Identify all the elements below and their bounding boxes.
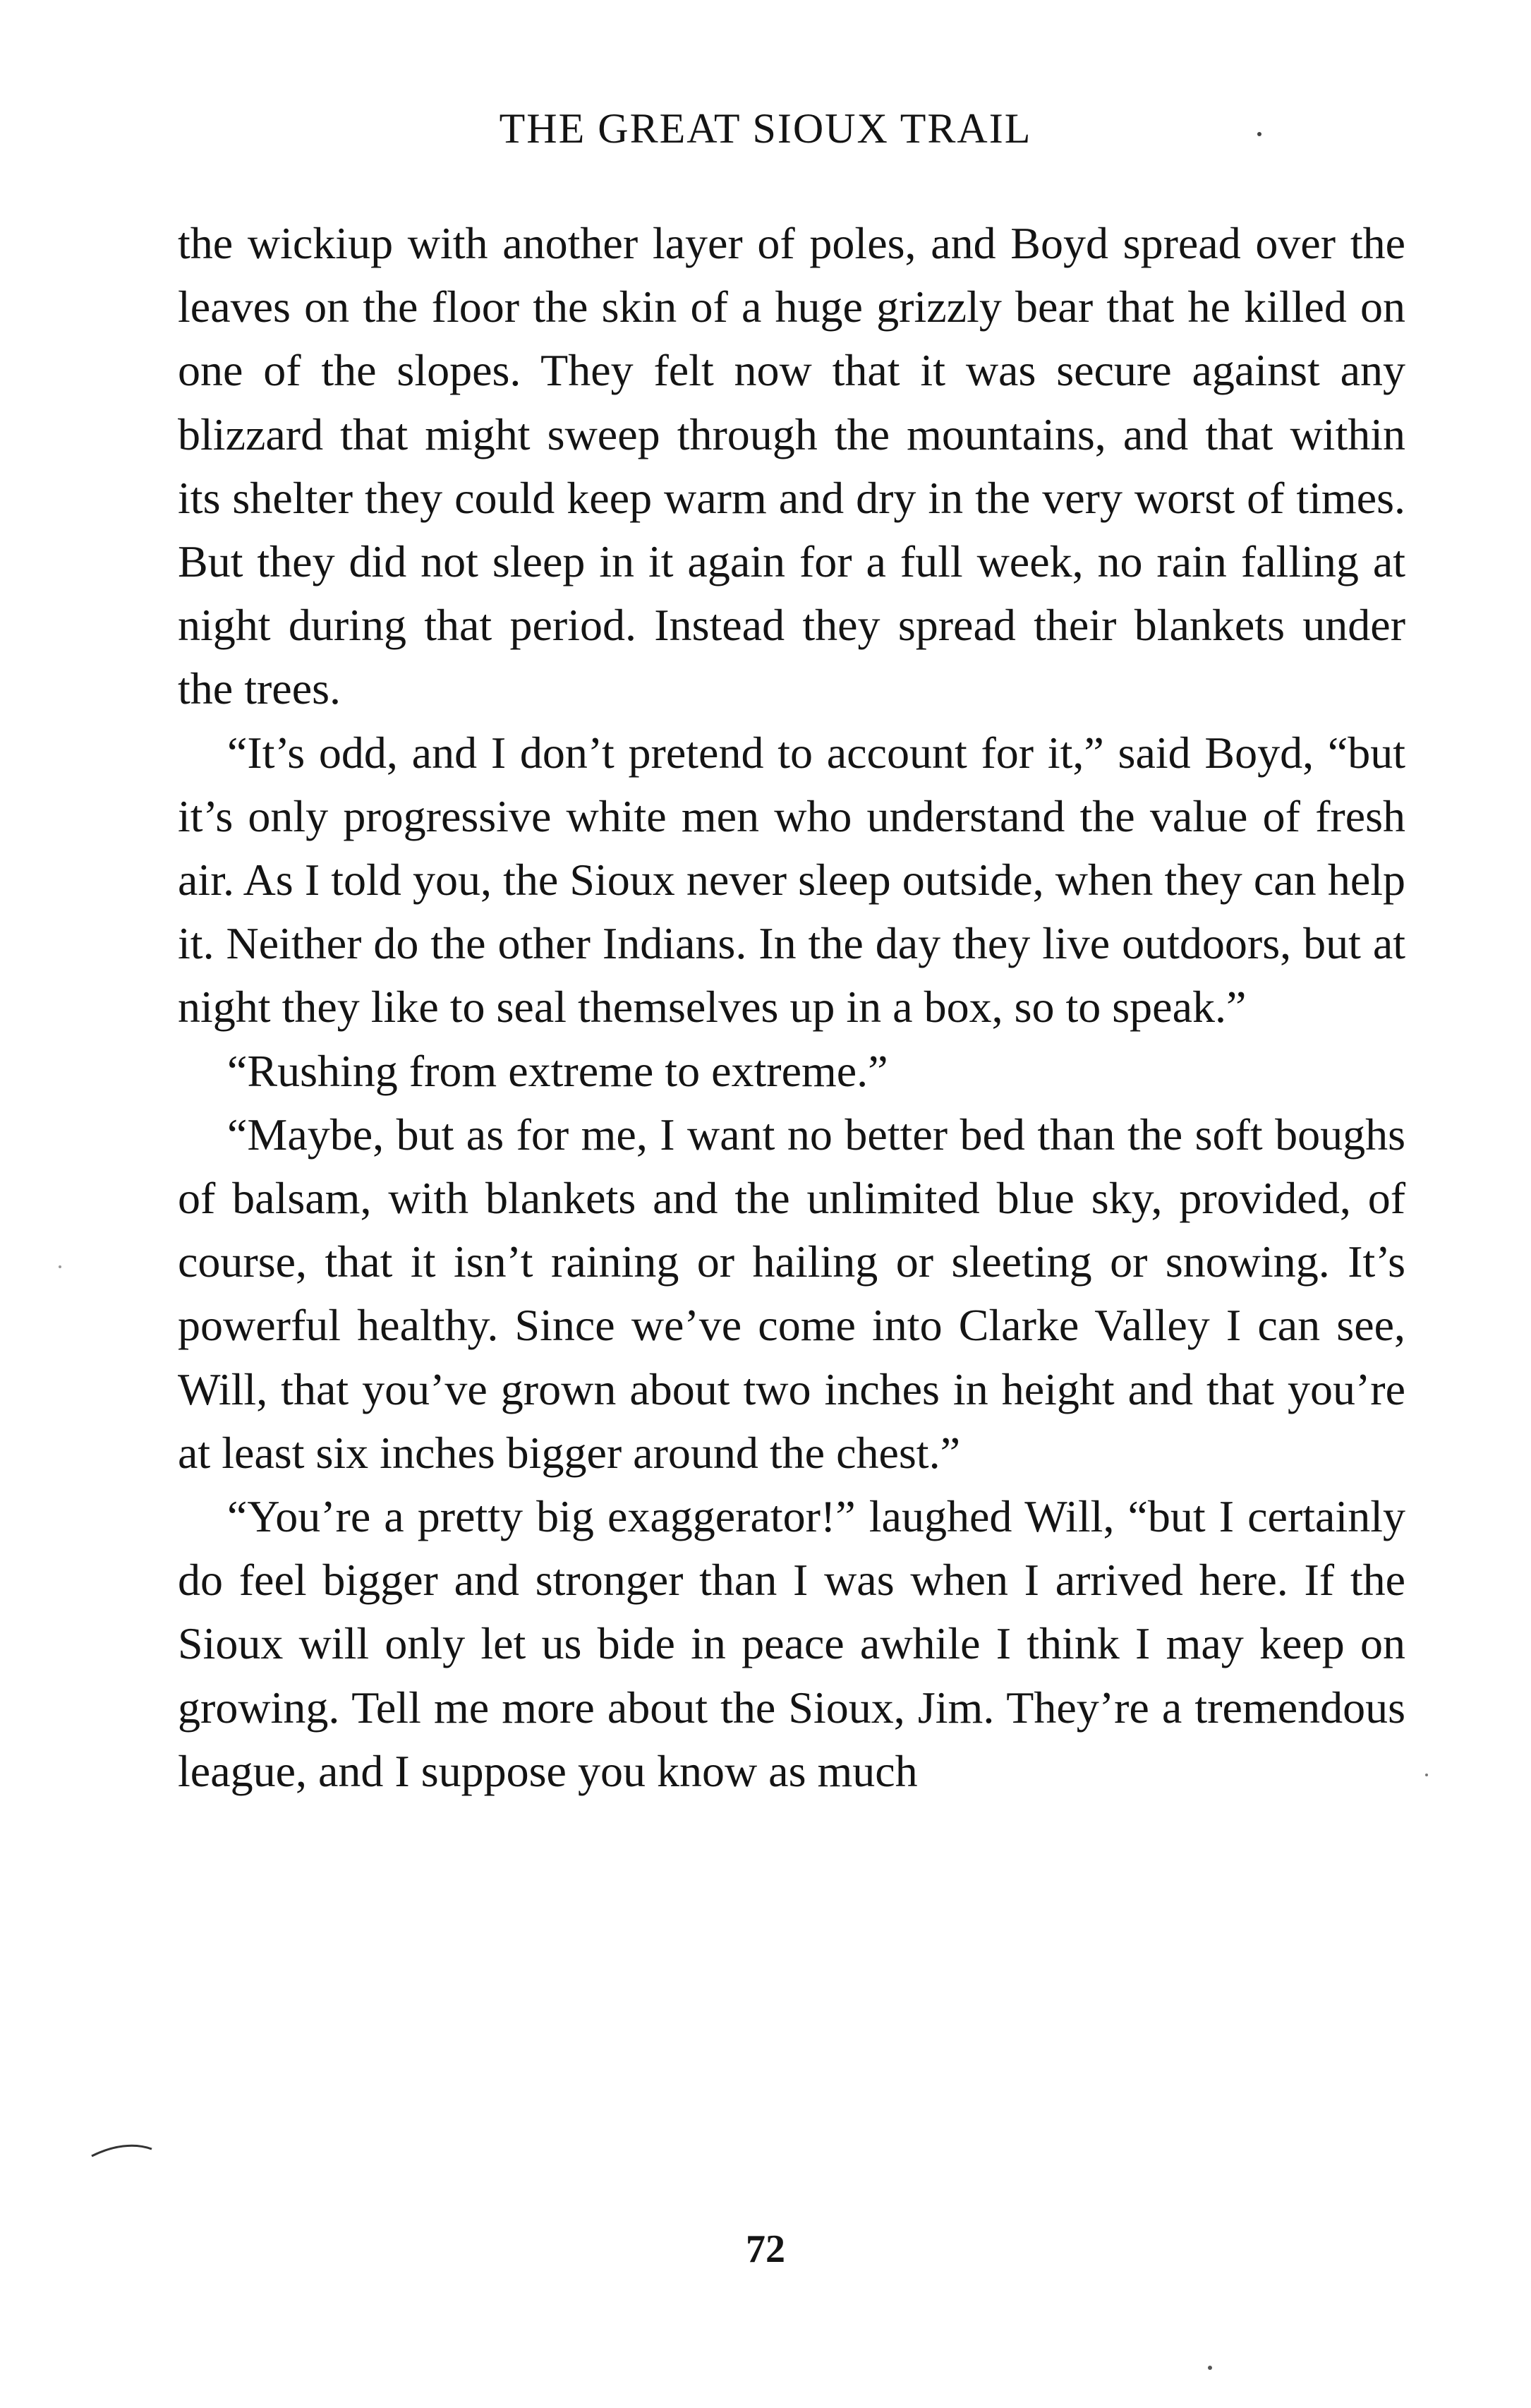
body-text (178, 212, 1405, 1803)
paragraph-continued: the wickiup with another layer of poles, and Boyd spread over the leaves on the floor the skin of a huge grizzly bear that he killed on one of the slopes. They felt now that it was secure against any blizzard that might sweep through the mountains, and that within its shelter they could keep warm and dry in the very worst of times. But they did not sleep in it again for a full week, no rain falling at night during that period. Instead they spread their blankets under the trees. (178, 218, 1405, 714)
scan-dot (59, 1265, 61, 1268)
paragraph: “Maybe, but as for me, I want no better bed than the soft boughs of balsam, with blankets and the unlimited blue sky, provided, of course, that it isn’t raining or hailing or sleeting or snowing. It’s powerful healthy. Since we’ve come into Clarke Valley I can see, Will, that you’ve grown about two inches in height and that you’re at least six inches bigger around the chest.” (178, 1109, 1405, 1478)
paragraph: “Rushing from extreme to extreme.” (227, 1045, 888, 1096)
scan-dot (1208, 2366, 1212, 2370)
page-number: 72 (746, 2227, 785, 2271)
running-head-title: THE GREAT SIOUX TRAIL (499, 105, 1032, 152)
margin-pen-mark (92, 2145, 152, 2156)
paragraph: “You’re a pretty big exaggerator!” laughed Will, “but I certainly do feel bigger and stronger than I was when I arrived here. If the Sioux will only let us bide in peace awhile I think I may keep on growing. Tell me more about the Sioux, Jim. They’re a tremendous league, and I suppose you know as much (178, 1491, 1405, 1796)
scan-dot (1425, 1774, 1428, 1776)
paragraph: “It’s odd, and I don’t pretend to account for it,” said Boyd, “but it’s only progressive white men who understand the value of fresh air. As I told you, the Sioux never sleep outside, when they can help it. Neither do the other Indians. In the day they live outdoors, but at night they like to seal themselves up in a box, so to speak.” (178, 727, 1405, 1033)
